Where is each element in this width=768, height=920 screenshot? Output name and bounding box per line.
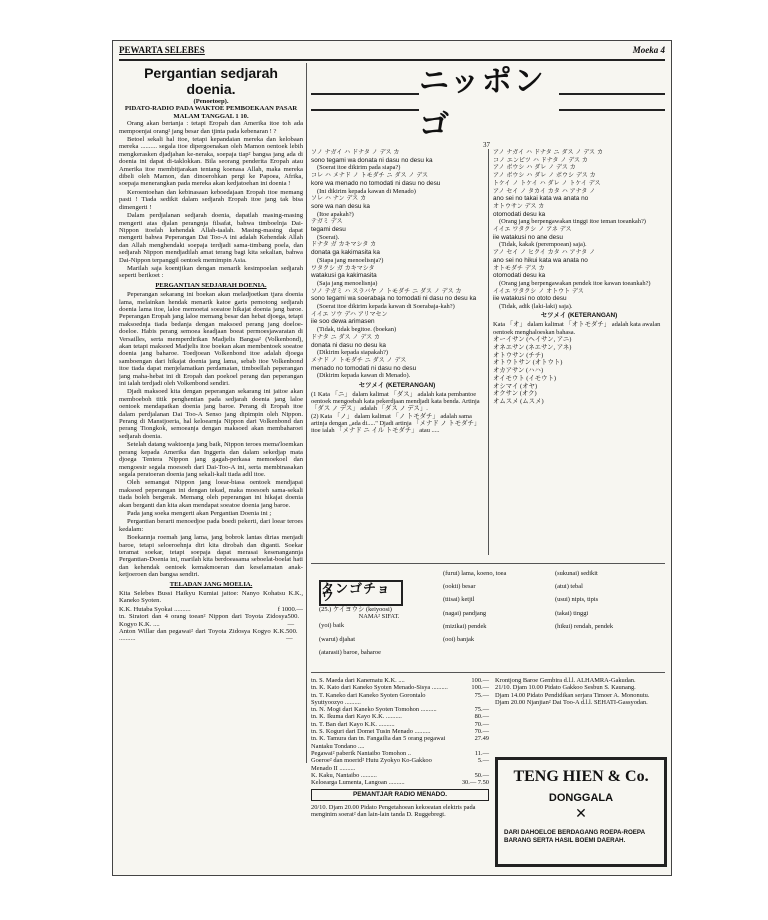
donation-row [311, 779, 489, 786]
japanese-text: ドナタ ガ カキマシタ カ [311, 241, 377, 249]
nippongo-banner [311, 64, 665, 143]
article-body-2 [119, 291, 303, 578]
article-title: Pergantian sedjarah doenia. [144, 65, 278, 97]
vocab-word: (takai) tinggi [555, 609, 589, 617]
article-paragraph: Boekannja roemah jang lama, jang bobrok lantas dirias menjadi baroe, tetapi seloeroehnja diri kita dirobah dan diganti. Soekar teramat soekar, tetapi soepaja dapat merasai kesenangannja Pergantian-Doenia ini, marilah kita berdoeasama seboelat-boelat hati dan kehendak oentoek kemakmoeran dan keselamatan anak-ketjoeroen dan bangsa sendiri. [119, 534, 303, 579]
lesson-line [493, 249, 665, 264]
translation-text: (Saja jang menoelisnja) [317, 279, 378, 287]
translation-text: (Soerat). [317, 233, 340, 241]
japanese-text: テガミ デス [311, 218, 343, 226]
lesson-line [311, 311, 483, 334]
translation-text: (Orang jang berpengawakan pendek itoe kawan toeankah?) [499, 279, 651, 287]
translation-text: (Soerat itoe dikirim pada siapa?) [317, 164, 401, 172]
announcement-line: 21/10. Djam 10.00 Pidato Gakkoo Sesbun S. Kaunang. [495, 684, 636, 692]
translation-text: (Dikirim kepada siapakah?) [317, 349, 388, 357]
romaji-text: otomodati desu ka [493, 210, 546, 218]
vocab-word: (ookii) besar [443, 583, 476, 591]
donation-amount: 100.— [471, 684, 489, 692]
translation-text: (Orang jang berpengawakan tinggi itoe teman toeankah?) [499, 218, 646, 226]
donation-row [311, 750, 489, 757]
romaji-text: sono tegami wa donata ni dasu no desu ka [311, 156, 433, 164]
donation-amount: 100.— [471, 677, 489, 684]
translation-text: (Soerat itoe dikirim kepada kawan di Soerabaja-kah?) [317, 303, 455, 311]
donor-name: K.K. Hutaba Syokai .......... [119, 605, 191, 613]
vocab-word: (hikui) rendah, pendek [555, 622, 614, 630]
vocab-column-2 [443, 570, 543, 649]
translation-text: (Ini dikirim kepada kawan di Menado) [317, 187, 416, 195]
ad-logo-icon: ✕ [575, 807, 587, 822]
donation-row [311, 757, 489, 772]
japanese-text: アノ ボウシ ハ ダレ ノ デス カ [493, 164, 576, 172]
romaji-text: watakusi ga kakimasita [311, 272, 377, 280]
lesson-divider [488, 149, 489, 555]
vocab-word: (furui) lama, koeno, toea [443, 570, 507, 577]
donor-amount: 500.— [287, 613, 300, 628]
donors-intro: Kita Selebes Bussi Haikyu Kumiai jaitoe: Nanyo Kohatsu K.K., Kaneko Syoten. [119, 590, 303, 605]
lesson-left [311, 149, 483, 559]
japanese-text: イイエ ソウ デハ アリマセン [311, 310, 388, 318]
lesson-line [311, 265, 483, 288]
vocab-word: (usui) nipis, tipis [555, 596, 599, 604]
article-paragraph: Orang akan bertanja : tetapi Eropah dan Amerika itoe toh ada mempoenjai orang² jang besar dan tjinta pada kebenaran ! ? [119, 120, 303, 135]
romaji-text: iie watakusi no ototo desu [493, 295, 567, 303]
donation-amount: 70.— [474, 728, 489, 736]
note-line: (2) Kata 「ノ」 dalam kalimat 「ノ トモダチ」 adalah sama artinja dengan „ada di....." Djadi artinja 「メナド ノ トモダチ」 itoe ialah 「メナド ニ イル トモダチ」 atau ..... [311, 412, 481, 435]
ad-text: DARI DAHOELOE BERDAGANG ROEPA-ROEPA BARANG SERTA HASIL BOEMI DAERAH. [504, 829, 645, 844]
japanese-text: オトウサン デス カ [493, 202, 545, 210]
donor-amount: 500.— [285, 628, 298, 643]
japanese-text: トケイ ノ トケイ ハ ダレ ノ トケイ デス [493, 179, 601, 187]
romaji-text: kore wa menado no tomodati ni dasu no desu [311, 179, 441, 187]
vocab-lesson-number: (25.) ケイヨウシ (keiyoosi) [319, 606, 392, 613]
donation-amount: 11.— [474, 749, 489, 757]
donors-heading: TELADAN JANG MOELIA. [169, 580, 253, 588]
donation-amount: 50.— [474, 771, 489, 779]
lesson-right [493, 149, 665, 559]
donation-row [311, 677, 489, 684]
romaji-text: tegami desu [311, 226, 346, 234]
article-subtitle: (Penoetoep). [193, 98, 229, 105]
banner-box [419, 64, 559, 143]
japanese-text: コノ エンピツ ハ ドナタ ノ デス カ [493, 156, 588, 164]
japanese-text: ソノ ナガイ ハ ドナタ ノ デス カ [311, 149, 400, 156]
romaji-text: menado no tomodati ni dasu no desu [311, 364, 417, 372]
romaji-text: sore wa nan desu ka [311, 202, 370, 210]
article-paragraph: Pada jang soeka mengerti akan Pergantian Doenia ini ; [127, 509, 272, 517]
donor-name: Anton Willar dan pegawai² dari Toyota Zidosya Kogyo K.K. .......... [119, 628, 286, 643]
donation-name: tn. S. Maeda dari Kanematu K.K. .... [311, 677, 405, 684]
note-line: オイモウト (イモウト) [493, 374, 557, 382]
tangocho-title: タンゴチョウ [319, 580, 403, 606]
right-keterangan-heading: セツメイ (KETERANGAN) [540, 312, 618, 320]
donation-row [311, 713, 489, 720]
donation-amount: 75.— [474, 691, 489, 699]
romaji-text: sono tegami wa soerabaja no tomodati ni dasu no desu ka [311, 295, 477, 303]
note-line: オーイサン (ヘイサン, アニ) [493, 336, 572, 344]
japanese-text: アノ セイ ノ ヒクイ カタ ハ アナタ ノ [493, 249, 596, 257]
donation-name: tn. K. Ikuma dari Kayo K.K. .......... [311, 713, 402, 721]
lesson-line [311, 195, 483, 218]
vocab-word: (atui) tebal [555, 583, 583, 591]
donation-name: tn. S. Koguri dari Domei Tusin Menado .......... [311, 728, 431, 736]
donation-list [311, 677, 489, 818]
lesson-line [493, 164, 665, 171]
newspaper-name: PEWARTA SELEBES [119, 45, 205, 55]
donation-amount: 30.— 7.50 [461, 779, 489, 787]
vocab-category: NAMA² SIFAT. [358, 613, 400, 621]
japanese-text: ソレ ハ ナン デス カ [311, 195, 367, 203]
donor-row [119, 628, 303, 643]
article-paragraph: Setelah datang waktoenja jang baik, Nippon teroes mema'loemkan perang kepada Amerika dan Inggeris dan dalam sekedjap mata djoega Tentera Nippon jang gagah-perkasa memoekoel dan mengoesir segala moesoeh dari Dai-Too-A ini, serta membinasakan segala peratoeran doenia jang sekali-kali tiada adil itoe. [119, 441, 303, 478]
lesson-line [311, 334, 483, 357]
donation-row [311, 692, 489, 707]
note-line: オカアサン (ハハ) [493, 367, 544, 375]
article-paragraph: Betoel sekali hal itoe, tetapi kepandaian mereka dan kelobaan mereka .......... segala itoe dipergoenakan oleh Mamon oentoek lebih mengkerasken djadjahan ke-neraka, soepaja tiap² bangsa jang ada di doenia ini dapat di-taklokkan. Bila seorang penderita Eropah atau Amerika itoe membitjarakan tentang koenasa Allah, maka mereka dibeli oleh Mamon, dan dinoerohkan pergi ke Papoea, Afrika, soepaja menerangkan pada mereka akan kedjatoehan ini doenia ! [119, 136, 303, 188]
translation-text: (Itoe apakah?) [317, 210, 354, 218]
section-heading: PERGANTIAN SEDJARAH DOENIA. [155, 281, 267, 289]
lesson-line [493, 157, 665, 164]
donation-amount: 75.— [474, 706, 489, 714]
note-line: オトウサン (チチ) [493, 351, 544, 359]
donation-amount: 70.— [474, 720, 489, 728]
romaji-text: iie watakusi no ane desu [493, 233, 563, 241]
radio-line: 20/10. Djam 20.00 Pidato Pengetahoean kekoeatan elektris pada menginim soerat² dan lain-lain tanda D. Ruggebregt. [311, 803, 476, 819]
donor-row [119, 606, 303, 613]
column-divider [306, 63, 307, 763]
donors-list [119, 606, 303, 643]
japanese-text: コレ ハ メナド ノ トモダチ ニ ダス ノ デス [311, 172, 429, 180]
translation-text: (Tidak, tidak begitoe. (boekan) [317, 326, 397, 334]
donor-row [119, 613, 303, 628]
translation-text: (Dikirim kepada kawan di Menado). [317, 372, 411, 380]
japanese-text: メナド ノ トモダチ ニ ダス ノ デス [311, 356, 407, 364]
lesson-line [493, 149, 665, 156]
note-line: (1 Kata 「ニ」 dalam kalimat 「ダス」 adalah kata pembantoe oentoek mengoebah kata pekerdjaan mendjadi kata benda. Artinja 「ダス ノ デス」 adalah 「ダス ノ デス」. [311, 390, 480, 413]
translation-text: (Tidak, kakak (perempoean) saja). [499, 241, 587, 249]
lesson-line [493, 226, 665, 249]
japanese-text: アノ ナガイ ハ ドナタ ニ ダス ノ デス カ [493, 149, 603, 156]
teng-hien-advertisement [495, 757, 667, 867]
lesson-number: 37 [483, 141, 490, 149]
lesson-line [493, 172, 665, 179]
lesson-line [493, 265, 665, 288]
translation-text: (Tidak, adik (laki-laki) saja). [499, 303, 573, 311]
japanese-text: ワタクシ ガ カキマシタ [311, 264, 375, 272]
lesson-line [311, 288, 483, 311]
note-line: オムスメ (ムスメ) [493, 398, 544, 405]
japanese-text: イイエ ワタクシ ノ アネ デス [493, 226, 572, 234]
donation-name: Keloearga Lumenta, Langoan .......... [311, 779, 405, 787]
romaji-text: iie soo dewa arimasen [311, 318, 375, 326]
article-paragraph: Keroentoehan dan kebinasaan keboedajaan Eropah itoe memang pasti ! Tiada sedikit dalam sedjarah Eropah itoe jang tak bisa dimengerti ! [119, 188, 303, 211]
romaji-text: donata ga kakimasita ka [311, 249, 380, 257]
romaji-text: ano sei no takai kata wa anata no [493, 195, 589, 203]
article-lead: PIDATO-RADIO PADA WAKTOE PEMBOEKAAN PASAR MALAM TANGGAL 1 10. [124, 105, 298, 120]
donation-amount: 27.49 [474, 735, 489, 743]
left-keterangan-heading: セツメイ (KETERANGAN) [358, 381, 436, 389]
vocab-subtitle [319, 606, 439, 662]
lesson-line [311, 149, 483, 172]
donation-amount: 5.— [477, 757, 489, 765]
donation-name: tn. T. Ban dari Kayo K.K. .......... [311, 720, 395, 728]
newspaper-page [112, 40, 672, 876]
article-body [119, 120, 303, 280]
vocab-column-3 [555, 570, 659, 636]
note-line: オクサン (オク) [493, 390, 537, 398]
donation-row [311, 772, 489, 779]
vocab-word: (sukunai) sedikit [555, 570, 598, 577]
vocab-word: (ooi) banjak [443, 636, 475, 644]
announcement-line: Djam 20.00 Njanjian² Dai Too-A d.l.l. SEHATI-Gassyodan. [495, 698, 648, 706]
announcement-line: Krontjong Baroe Gembira d.l.l. ALHAMRA-Gakudan. [495, 677, 636, 684]
ad-city: DONGGALA [548, 792, 614, 804]
note-line: オネエサン (ネエサン, アネ) [493, 344, 572, 352]
article-paragraph: Peperangan sekarang ini boekan akan meladjoetkan tjara doenia lama, melainkan hendak menarik katoe garis pemotong sedjarah doenia lama itoe, laloe memoetai soeatoe hikajat doenia jang baroe. Peperangan Eropah jang laloe memang besar dan hebat djoega, tetapi maksoednja tiada bedanja dengan maksoed perang jang doeloe-doeloe. Habis perang semoea keadjaan boeat permoesjawaratan di Versailles, serta memperdirikan Madjelis Bangsa² (Volkenbond), akan tetapi maksoed Madjelis itoe boekan akan membentoek soeatoe doenia jang baharoe. Toedjoean Volkenbond itoe adalah djoega samboengan dari hikajat doenia jang lama, sebab itoe Volkenbond itoe tiada dapat menjelamatkan perdamaian, timboellah peperangan jang maha-hebat ini di Eropah dan poekoel perang dan peperangan ini ialah terdjadi oleh Volkenbond sendiri. [119, 291, 303, 388]
vocab-word: (warui) djahat [319, 635, 356, 643]
article-paragraph: Pergantian berarti menoedjoe pada boedi pekerti, dari loear teroes kedalam: [119, 518, 303, 533]
japanese-text: アノ セイ ノ タカイ カタ ハ アナタ ノ [493, 187, 596, 195]
donation-name: Goeroe² dan moerid² Hutu Zyokyo Ko-Gakkoo Menado II .......... [311, 757, 432, 772]
donation-name: tn. T. Kaneko dari Kaneko Syoten Gorontalo Syuttyoozyo .......... [311, 691, 426, 706]
article-paragraph: Marilah saja koentjikan dengan menarik kesimpoelan sedjarah seperti berikoet : [119, 264, 303, 280]
japanese-text: アノ ボウシ ハ ダレ ノ ボウシ デス カ [493, 172, 596, 180]
lesson-line [493, 203, 665, 226]
donation-name: tn. K. Kato dari Kaneko Syoten Menado-Sisya .......... [311, 684, 448, 692]
vocab-word: (tiisai) ketjil [443, 596, 475, 604]
page-header [119, 45, 665, 61]
japanese-text: ソノ テガミ ハ スラバヤ ノ トモダチ ニ ダス ノ デス カ [311, 287, 462, 295]
donation-row [311, 706, 489, 713]
romaji-text: otomodati desu ka [493, 272, 546, 280]
donation-amount: 80.— [474, 713, 489, 721]
lesson-line [311, 218, 483, 241]
article-paragraph: Oleh semangat Nippon jang loear-biasa oentoek mendjapai maksoed peperangan ini dengan tekad, maka moesoeh sama-sekali tiada boleh bergerak. Memang oleh peperangan ini hikajat doenia akan berganti dan kita akan mendapat soeatoe doenia jang baroe. [119, 479, 303, 509]
banner-title: ニッポンゴ [419, 64, 546, 143]
lesson-line [493, 188, 665, 203]
donation-name: K. Kaku, Nantaibo .......... [311, 771, 377, 779]
announcements [495, 677, 665, 706]
article-column [119, 63, 303, 869]
lesson-line [311, 357, 483, 380]
announcement-line: Djam 14.00 Pidato Pendidikan serjara Timoer A. Mononutu. [495, 691, 650, 699]
romaji-text: donata ni dasu no desu ka [311, 341, 386, 349]
romaji-text: ano sei no hikui kata wa anata no [493, 256, 588, 264]
vocab-word: (nagai) pandjang [443, 609, 487, 617]
lesson-line [311, 172, 483, 195]
donation-name: tn. K. Tamura dan tn. Fangailia dan 5 orang pegawai Nantaku Tondano .... [311, 735, 446, 750]
note-line: オシマイ (オヤ) [493, 382, 538, 390]
ad-company-name: TENG HIEN & Co. [513, 768, 649, 785]
article-paragraph: Djadi maksoed kita dengan peperangan sekarang ini jaitoe akan memboeboh titik penghentian pada sedjarah doenia jang laloe oentoek mendapatkan doenia jang baroe. Perang di Eropah itoe dalam perdjalanan Dai Too-A Senso jang dipimpin oleh Nippon. Perang di Manstjoeria, hal keloearnja Nippon dari Volkenbond dan perang Tiongkok, semoeanja dengan maksoed akan membaharoei sedjarah doenia. [119, 388, 303, 440]
donation-name: Pegawai² paberik Nantaibo Tomohon .. [311, 749, 412, 757]
note-line: オトウトサン (オトウト) [493, 359, 563, 367]
donor-amount: f 1000.— [277, 605, 303, 613]
japanese-text: オトモダチ デス カ [493, 264, 545, 272]
vocab-word: (atarasii) baroe, baharoe [319, 648, 381, 656]
lesson-line [493, 180, 665, 187]
radio-heading: PEMANTJAR RADIO MENADO. [311, 789, 489, 800]
lesson-section [311, 63, 665, 869]
donor-name: tn. Siratori dan 4 orang toean² Nippon dari Toyota Zidosya Kogyo K.K. .... [119, 613, 288, 628]
donation-row [311, 721, 489, 728]
donation-row [311, 735, 489, 750]
translation-text: (Siapa jang menoelisnja?) [317, 256, 384, 264]
donation-name: tn. N. Mogi dari Kaneko Syoten Tomohon .......... [311, 706, 437, 714]
lesson-line [493, 288, 665, 311]
vocab-word: (yoi) baik [319, 622, 345, 630]
donation-row [311, 684, 489, 691]
article-paragraph: Dalam perdjalanan sedjarah doenia, dapatlah masing-masing mengerti atas djalan perangnja filsafat, bahwa timboelnja Dai-Nippon itoelah kehendak Allah-taalah. Masing-masing dapat mengerti bahwa Peperangan Dai Too-A ini adalah Kehendak Allah dan Allah menghendaki soepaja terdjadi sama-timbang poela, dan sedjarah Nippon mendjadilah amat terang bagi kita sekalian, bahwa Dai-Nippon terpanggil oentoek memimpin Asia. [119, 212, 303, 264]
donation-row [311, 728, 489, 735]
vocab-word: (mizikai) pendek [443, 622, 487, 630]
vocabulary-box [311, 563, 665, 673]
japanese-text: ドナタ ニ ダス ノ デス カ [311, 333, 380, 341]
note-line: Kata 「オ」 dalam kalimat 「オトモダチ」 adalah kata awalan oentoek menghaloeskan bahasa. [493, 321, 661, 336]
page-number: Moeka 4 [632, 45, 665, 55]
japanese-text: イイエ ワタクシ ノ オトウト デス [493, 287, 584, 295]
lesson-line [311, 241, 483, 264]
